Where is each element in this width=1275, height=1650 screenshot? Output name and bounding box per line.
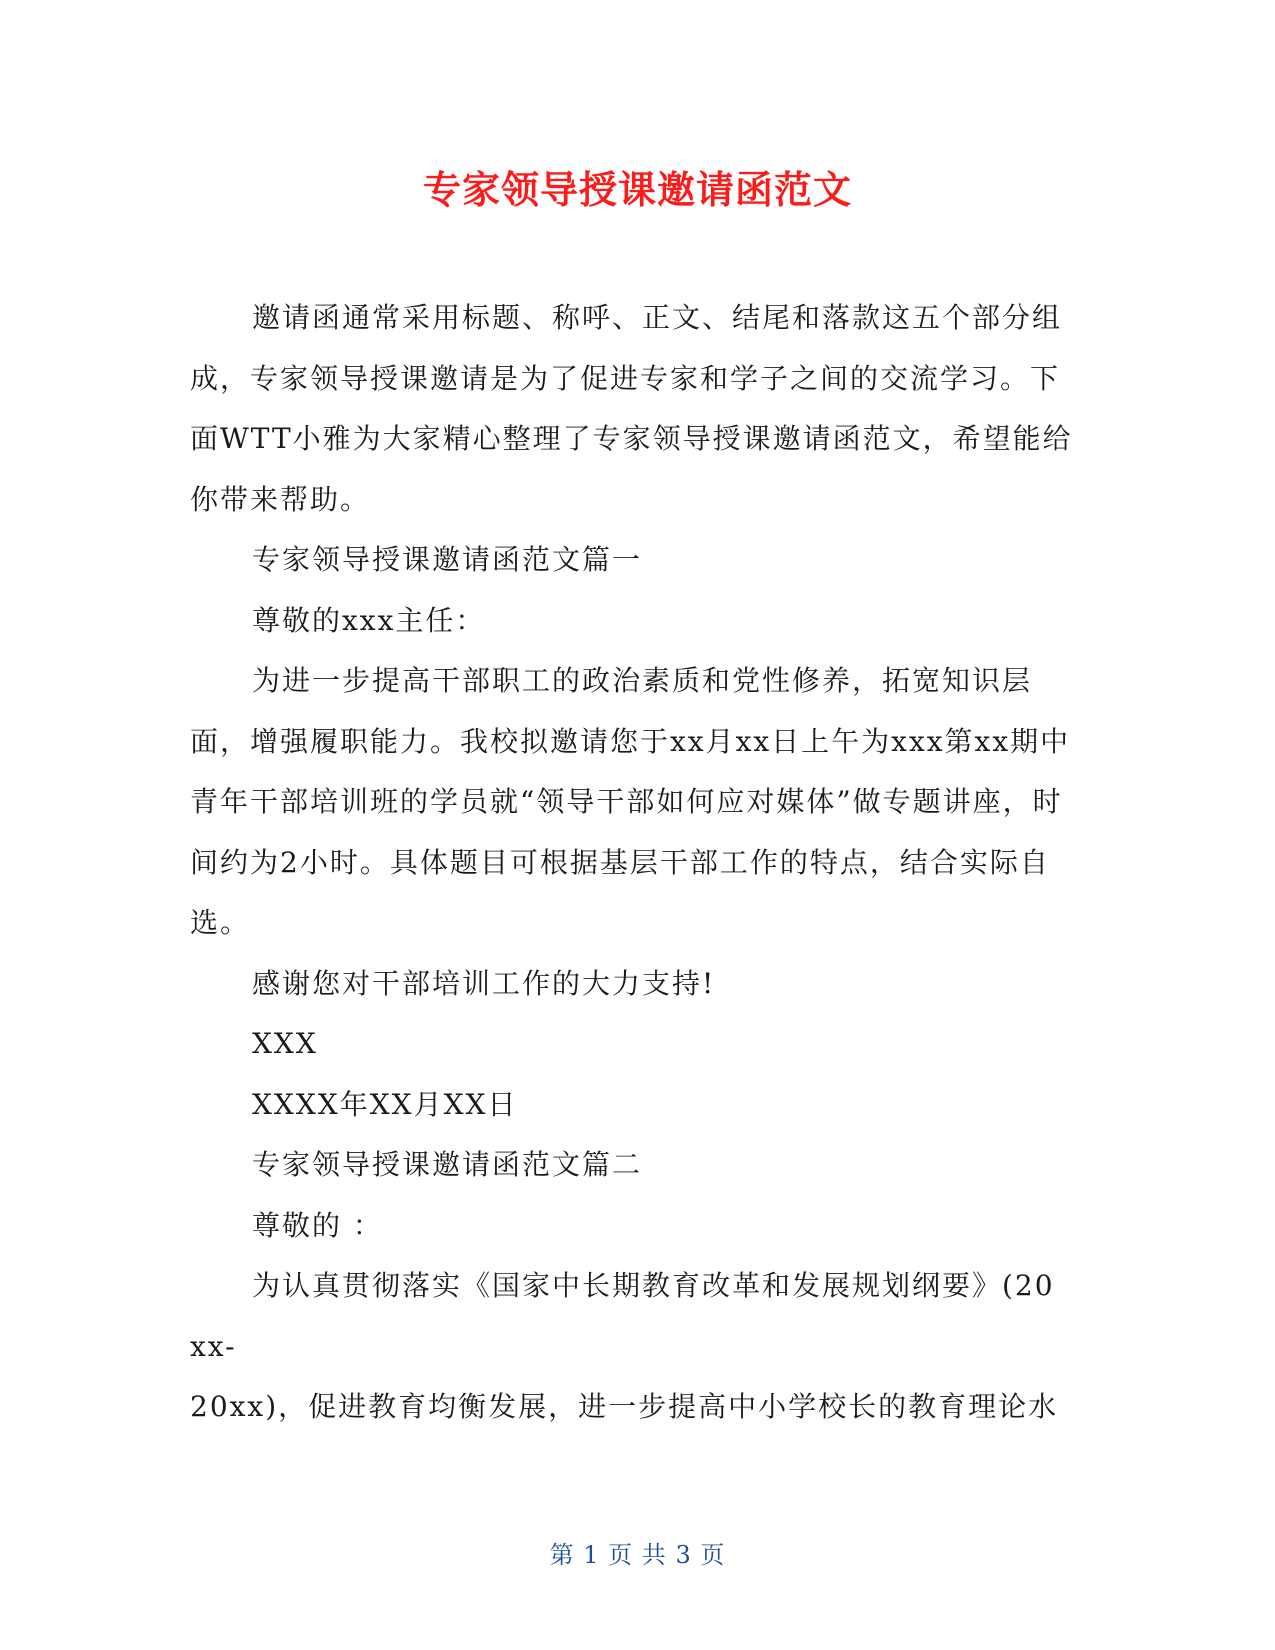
letter-one-date: XXXX年XX月XX日	[252, 1087, 518, 1121]
letter-two-body-line-2: xx-	[190, 1329, 237, 1363]
document-title: 专家领导授课邀请函范文	[422, 168, 852, 212]
letter-one-signature: XXX	[252, 1027, 318, 1060]
section-heading-one: 专家领导授课邀请函范文篇一	[252, 543, 643, 576]
letter-one-body: 为进一步提高干部职工的政治素质和党性修养，拓宽知识层面，增强履职能力。我校拟邀请您于xx月xx日上午为xxx第xx期中青年干部培训班的学员就“领导干部如何应对媒体”做专题讲座，时间约为2小时。具体题目可根据基层干部工作的特点，结合实际自选。	[190, 664, 1071, 939]
letter-two-body-line-3: 20xx)，促进教育均衡发展，进一步提高中小学校长的教育理论水	[190, 1390, 1059, 1423]
section-heading-two: 专家领导授课邀请函范文篇二	[252, 1148, 643, 1181]
page-number-footer: 第 1 页 共 3 页	[549, 1541, 726, 1569]
letter-one-thanks: 感谢您对干部培训工作的大力支持!	[252, 966, 716, 1000]
document-body	[190, 288, 1085, 1438]
salutation-two: 尊敬的 ：	[252, 1208, 383, 1242]
salutation-one: 尊敬的xxx主任：	[252, 603, 486, 637]
intro-paragraph: 邀请函通常采用标题、称呼、正文、结尾和落款这五个部分组成，专家领导授课邀请是为了促进专家和学子之间的交流学习。下面WTT小雅为大家精心整理了专家领导授课邀请函范文，希望能给你带来帮助。	[190, 301, 1073, 516]
letter-two-body-line-1: 为认真贯彻落实《国家中长期教育改革和发展规划纲要》(20	[252, 1269, 1055, 1302]
